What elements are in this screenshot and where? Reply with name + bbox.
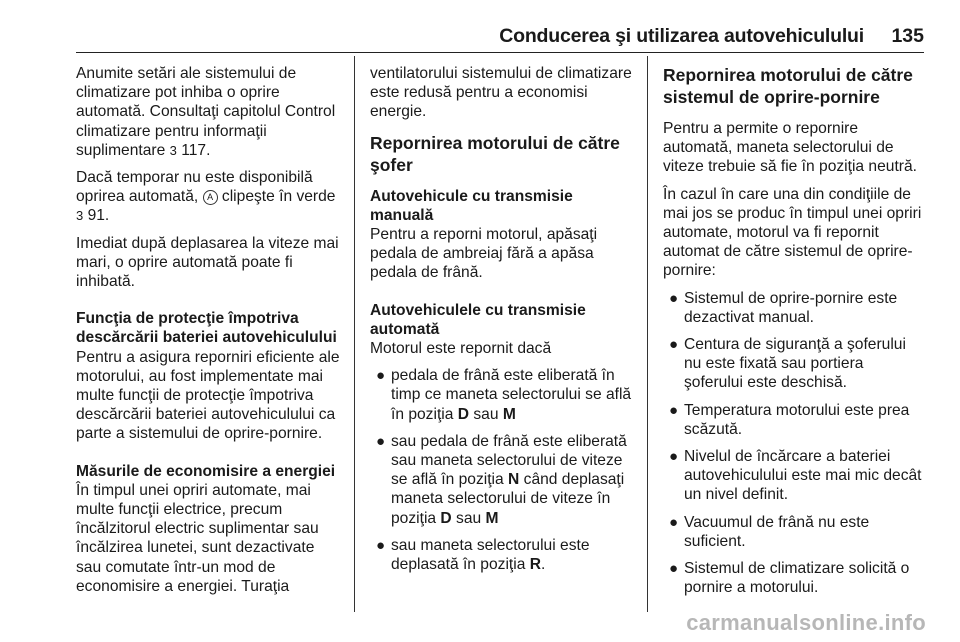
list-item xyxy=(370,366,635,424)
bullet-icon: ● xyxy=(669,336,679,354)
paragraph: ventilatorului sistemului de climatizare este redusă pentru a economisi energie. xyxy=(370,65,632,121)
text: Centura de siguranţă a şoferului nu este fixată sau portiera şoferului este deschisă. xyxy=(684,336,906,392)
column-1 xyxy=(76,64,342,604)
bullet-icon: ● xyxy=(669,289,679,307)
text: sau maneta selectorului este deplasată în poziţia xyxy=(391,536,590,574)
column-divider-1 xyxy=(354,56,355,612)
bullet-icon: ● xyxy=(376,367,386,385)
gear-letter: M xyxy=(502,405,516,423)
list-item xyxy=(663,559,925,597)
text: Temperatura motorului este prea scăzută. xyxy=(684,401,910,438)
page-header xyxy=(76,22,924,53)
paragraph: Pentru a permite o repornire automată, maneta selectorului de viteze trebuie să fie în poziţia neutră. xyxy=(663,120,917,176)
gear-letter: M xyxy=(485,509,499,527)
bullet-icon: ● xyxy=(376,432,386,450)
restart-condition-list xyxy=(663,289,925,598)
gear-letter: D xyxy=(440,509,452,527)
text: . xyxy=(540,556,546,574)
text: Sistemul de climatizare solicită o pornire a motorului. xyxy=(684,560,910,597)
text: clipeşte în verde xyxy=(221,188,336,206)
heading-transmisie-automata: Autovehiculele cu transmisie automată xyxy=(370,301,586,338)
list-item xyxy=(663,401,925,439)
paragraph xyxy=(76,168,342,226)
bullet-icon: ● xyxy=(376,536,386,554)
bullet-icon: ● xyxy=(669,448,679,466)
reference-arrow-icon: 3 xyxy=(76,208,84,224)
text: Dacă temporar nu este disponibilă oprirea automată, xyxy=(76,169,313,206)
paragraph xyxy=(76,64,342,160)
watermark: carmanualsonline.info xyxy=(686,610,926,635)
heading-repornire-sofer: Repornirea motorului de către şofer xyxy=(370,132,620,175)
condition-list xyxy=(370,366,635,574)
heading-economisire: Măsurile de economisire a energiei xyxy=(76,462,336,480)
bullet-icon: ● xyxy=(669,513,679,531)
gear-letter: D xyxy=(457,405,470,423)
paragraph: În timpul unei opriri automate, mai multe funcţii electrice, precum încălzitorul electric suplimentar sau încălzirea lunetei, sunt dezactivate sau comutate într-un mod de economisire a energiei. Turaţia xyxy=(76,481,319,595)
paragraph: Pentru a asigura reporniri eficiente ale motorului, au fost implementate mai multe funcţii de protecţie împotriva descărcării bateriei autovehiculului ca parte a sistemului de oprire-pornire. xyxy=(76,348,340,443)
text: sau xyxy=(456,509,482,527)
page-reference[interactable]: 117. xyxy=(181,141,211,159)
text: Sistemul de oprire-pornire este dezactivat manual. xyxy=(684,289,898,326)
text: sau pedala de frână este eliberată sau maneta selectorului de viteze se află în poziţia xyxy=(391,432,627,489)
page-number: 135 xyxy=(891,25,924,47)
text: Vacuumul de frână nu este suficient. xyxy=(684,513,870,550)
page-title: Conducerea şi utilizarea autovehiculului xyxy=(499,25,864,47)
list-item xyxy=(663,513,925,551)
heading-protectie: Funcţia de protecţie împotriva descărcării bateriei autovehiculului xyxy=(76,310,337,347)
page-reference[interactable]: 91. xyxy=(87,207,110,225)
list-item xyxy=(663,447,925,505)
list-item xyxy=(663,289,925,327)
column-divider-2 xyxy=(647,56,648,612)
paragraph: În cazul în care una din condiţiile de mai jos se produc în timpul unei opriri automate, motorul va fi repornit automat de către sistemul de oprire-pornire: xyxy=(663,185,922,280)
text: pedala de frână este eliberată în timp ce maneta selectorului se află în poziţia xyxy=(391,367,632,423)
column-2 xyxy=(370,64,635,582)
text: Anumite setări ale sistemului de climatizare pot inhiba o oprire automată. Consultaţi capitolul Control climatizare pentru informaţii suplimentare xyxy=(76,65,336,159)
bullet-icon: ● xyxy=(669,401,679,419)
column-3 xyxy=(663,64,925,605)
text: când deplasaţi maneta selectorului de viteze în poziţia xyxy=(391,471,625,527)
paragraph: Motorul este repornit dacă xyxy=(370,340,552,358)
heading-transmisie-manuala: Autovehicule cu transmisie manuală xyxy=(370,187,573,224)
gear-letter: N xyxy=(508,471,520,489)
reference-arrow-icon: 3 xyxy=(169,142,177,158)
auto-stop-icon: A xyxy=(203,190,218,205)
paragraph: Imediat după deplasarea la viteze mai mari, o oprire automată poate fi inhibată. xyxy=(76,234,339,291)
list-item xyxy=(370,432,635,528)
heading-repornire-sistem: Repornirea motorului de către sistemul de oprire-pornire xyxy=(663,65,913,107)
list-item xyxy=(663,335,925,393)
text: Nivelul de încărcare a bateriei autovehiculului este mai mic decât un nivel definit. xyxy=(684,448,922,504)
gear-letter: R xyxy=(529,556,541,574)
paragraph: Pentru a reporni motorul, apăsaţi pedala de ambreiaj fără a apăsa pedala de frână. xyxy=(370,226,598,282)
list-item xyxy=(370,536,635,574)
bullet-icon: ● xyxy=(669,560,679,578)
text: sau xyxy=(473,405,499,423)
